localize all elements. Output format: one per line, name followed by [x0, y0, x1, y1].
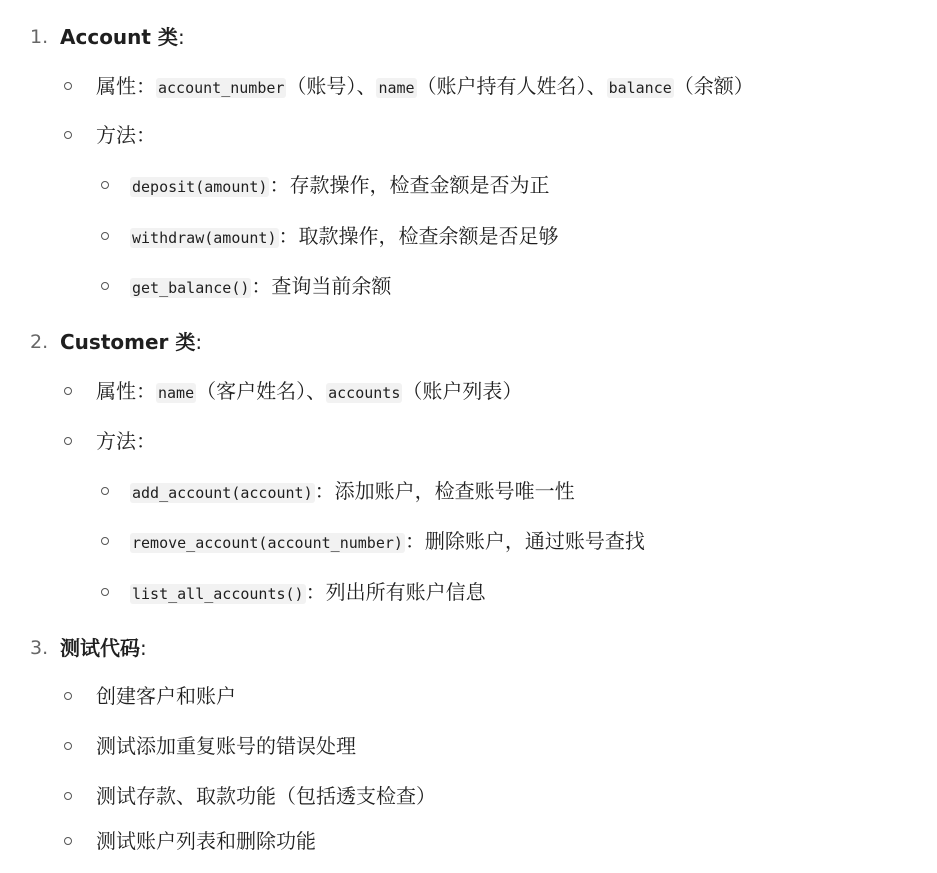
- hollow-bullet-icon: [101, 282, 109, 290]
- method-text: [130, 574, 486, 612]
- hollow-bullet-icon: [64, 131, 72, 139]
- section-title-text: 测试代码: [60, 636, 140, 660]
- hollow-bullet-icon: [101, 537, 109, 545]
- inline-code: balance: [608, 79, 672, 97]
- test-text: 测试添加重复账号的错误处理: [96, 734, 356, 758]
- method-desc: ：添加账户，检查账号唯一性: [314, 479, 575, 503]
- inline-code: list_all_accounts(): [132, 585, 304, 603]
- property-desc: （账号）: [286, 74, 357, 98]
- hollow-bullet-icon: [101, 588, 109, 596]
- inline-code: accounts: [328, 384, 401, 402]
- section-title-text: Customer 类: [60, 330, 196, 354]
- properties-label: 属性：: [96, 379, 156, 403]
- hollow-bullet-icon: [64, 82, 72, 90]
- method-desc: ：取款操作，检查余额是否足够: [278, 224, 559, 248]
- property-desc: （账户持有人姓名）: [416, 74, 587, 98]
- list-number: 3.: [30, 637, 49, 659]
- separator: 、: [356, 74, 377, 98]
- properties-label: 属性：: [96, 74, 156, 98]
- section-title-colon: :: [177, 25, 185, 49]
- separator: 、: [586, 74, 607, 98]
- inline-code: get_balance(): [132, 279, 250, 297]
- hollow-bullet-icon: [64, 437, 72, 445]
- inline-code: deposit(amount): [132, 178, 268, 196]
- method-desc: ：查询当前余额: [251, 274, 392, 298]
- inline-code: account_number: [158, 79, 285, 97]
- section-title: [60, 19, 185, 55]
- methods-label: 方法：: [96, 123, 156, 147]
- method-text: [130, 473, 575, 511]
- properties-text: [96, 68, 754, 106]
- hollow-bullet-icon: [64, 792, 72, 800]
- test-text: 创建客户和账户: [96, 684, 236, 708]
- inline-code: name: [378, 79, 415, 97]
- inline-code: withdraw(amount): [132, 229, 277, 247]
- method-desc: ：列出所有账户信息: [305, 580, 486, 604]
- section-title-colon: :: [195, 330, 203, 354]
- hollow-bullet-icon: [101, 232, 109, 240]
- property-desc: （客户姓名）: [196, 379, 307, 403]
- section-title-colon: :: [140, 636, 147, 660]
- method-text: [130, 523, 645, 561]
- section-title: [60, 630, 147, 666]
- hollow-bullet-icon: [64, 837, 72, 845]
- hollow-bullet-icon: [64, 742, 72, 750]
- list-number: 2.: [30, 331, 49, 353]
- method-text: [130, 218, 559, 256]
- section-title-text: Account 类: [60, 25, 178, 49]
- properties-text: [96, 373, 522, 411]
- hollow-bullet-icon: [101, 181, 109, 189]
- inline-code: add_account(account): [132, 484, 313, 502]
- section-title: [60, 324, 202, 360]
- hollow-bullet-icon: [64, 387, 72, 395]
- test-text: 测试存款、取款功能（包括透支检查）: [96, 784, 436, 808]
- method-text: [130, 167, 549, 205]
- hollow-bullet-icon: [64, 692, 72, 700]
- inline-code: name: [158, 384, 195, 402]
- property-desc: （账户列表）: [402, 379, 523, 403]
- methods-label: 方法：: [96, 429, 156, 453]
- method-desc: ：存款操作，检查金额是否为正: [269, 173, 550, 197]
- method-text: [130, 268, 391, 306]
- hollow-bullet-icon: [101, 487, 109, 495]
- test-text: 测试账户列表和删除功能: [96, 829, 316, 853]
- separator: 、: [306, 379, 327, 403]
- method-desc: ：删除账户，通过账号查找: [404, 529, 645, 553]
- property-desc: （余额）: [673, 74, 754, 98]
- inline-code: remove_account(account_number): [132, 534, 403, 552]
- list-number: 1.: [30, 26, 49, 48]
